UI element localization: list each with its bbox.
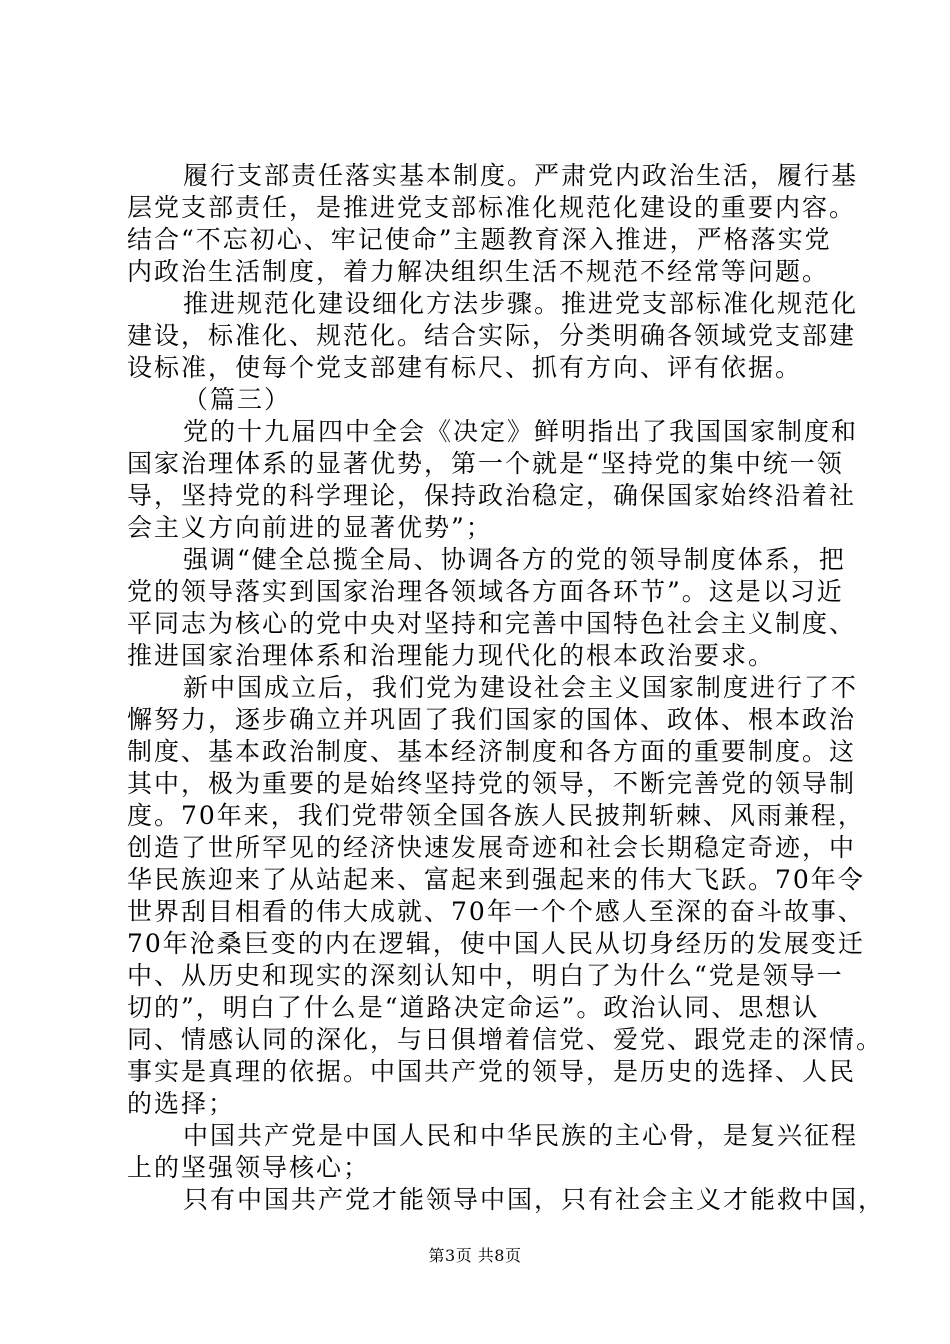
text-line: 切的”，明白了什么是“道路决定命运”。政治认同、思想认 <box>127 993 820 1022</box>
text-line: 只有中国共产党才能领导中国，只有社会主义才能救中国， <box>183 1185 886 1214</box>
text-line: 会主义方向前进的显著优势”； <box>127 513 493 542</box>
text-line: 结合“不忘初心、牢记使命”主题教育深入推进，严格落实党 <box>127 225 832 254</box>
text-line: 平同志为核心的党中央对坚持和完善中国特色社会主义制度、 <box>127 609 857 638</box>
text-line: 党的十九届四中全会《决定》鲜明指出了我国国家制度和 <box>183 417 859 446</box>
text-line: 的选择； <box>127 1089 236 1118</box>
text-line: 度。70年来，我们党带领全国各族人民披荆斩棘、风雨兼程， <box>127 801 865 830</box>
text-line: 层党支部责任，是推进党支部标准化规范化建设的重要内容。 <box>127 193 857 222</box>
text-line: 党的领导落实到国家治理各领域各方面各环节”。这是以习近 <box>127 577 844 606</box>
document-body <box>127 160 886 1216</box>
text-line: 推进规范化建设细化方法步骤。推进党支部标准化规范化 <box>183 289 859 318</box>
page-number-label: 第3页 共8页 <box>428 1246 522 1265</box>
text-line: 国家治理体系的显著优势，第一个就是“坚持党的集中统一领 <box>127 449 844 478</box>
text-line: 中国共产党是中国人民和中华民族的主心骨，是复兴征程 <box>183 1121 859 1150</box>
text-line: 履行支部责任落实基本制度。严肃党内政治生活，履行基 <box>183 161 859 190</box>
text-line: 创造了世所罕见的经济快速发展奇迹和社会长期稳定奇迹，中 <box>127 833 857 862</box>
text-line: 设标准，使每个党支部建有标尺、抓有方向、评有依据。 <box>127 353 803 382</box>
text-line: 其中，极为重要的是始终坚持党的领导，不断完善党的领导制 <box>127 769 857 798</box>
text-line: （篇三） <box>183 385 292 414</box>
text-line: 强调“健全总揽全局、协调各方的党的领导制度体系，把 <box>183 545 846 574</box>
text-line: 建设，标准化、规范化。结合实际，分类明确各领域党支部建 <box>127 321 857 350</box>
text-line: 懈努力，逐步确立并巩固了我们国家的国体、政体、根本政治 <box>127 705 857 734</box>
text-line: 中、从历史和现实的深刻认知中，明白了为什么“党是领导一 <box>127 961 844 990</box>
text-line: 上的坚强领导核心； <box>127 1153 371 1182</box>
text-line: 内政治生活制度，着力解决组织生活不规范不经常等问题。 <box>127 257 830 286</box>
text-line: 事实是真理的依据。中国共产党的领导，是历史的选择、人民 <box>127 1057 857 1086</box>
text-line: 导，坚持党的科学理论，保持政治稳定，确保国家始终沿着社 <box>127 481 857 510</box>
text-line: 同、情感认同的深化，与日俱增着信党、爱党、跟党走的深情。 <box>127 1025 884 1054</box>
page-footer <box>0 1246 950 1266</box>
text-line: 制度、基本政治制度、基本经济制度和各方面的重要制度。这 <box>127 737 857 766</box>
text-line: 70年沧桑巨变的内在逻辑，使中国人民从切身经历的发展变迁 <box>127 929 865 958</box>
text-line: 华民族迎来了从站起来、富起来到强起来的伟大飞跃。70年令 <box>127 865 865 894</box>
text-line: 推进国家治理体系和治理能力现代化的根本政治要求。 <box>127 641 776 670</box>
text-line: 新中国成立后，我们党为建设社会主义国家制度进行了不 <box>183 673 859 702</box>
text-line: 世界刮目相看的伟大成就、70年一个个感人至深的奋斗故事、 <box>127 897 865 926</box>
